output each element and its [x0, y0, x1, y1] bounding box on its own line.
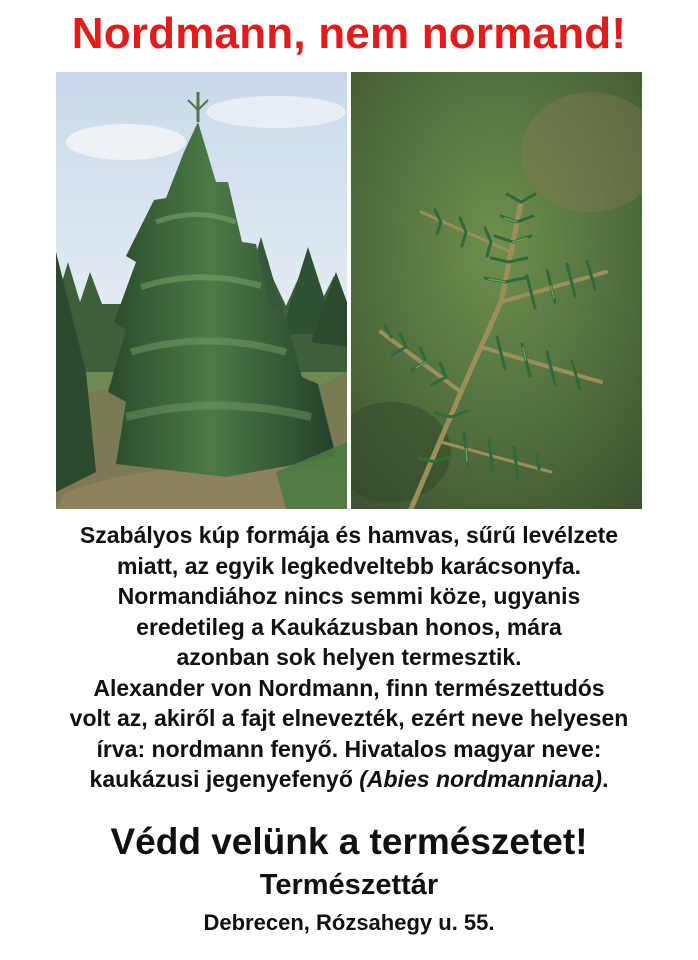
description-line: Alexander von Nordmann, finn természettudós [93, 674, 605, 701]
tree-plantation-photo [56, 72, 347, 509]
description-line: Normandiához nincs semmi köze, ugyanis [117, 583, 581, 609]
description-line: eredetileg a Kaukázusban honos, mára [136, 613, 562, 640]
description-line: miatt, az egyik legkedveltebb karácsonyfa. [116, 552, 582, 579]
description-line: volt az, akiről a fajt elnevezték, ezért neve helyesen [69, 705, 629, 731]
description-line: azonban sok helyen termesztik. [176, 644, 522, 670]
description-last-line [0, 764, 698, 795]
final-period: . [602, 766, 609, 792]
tree-plantation-illustration [56, 72, 347, 509]
address: Debrecen, Rózsahegy u. 55. [203, 910, 495, 935]
description-text [0, 520, 698, 795]
headline: Nordmann, nem normand! [71, 9, 627, 58]
description-line: írva: nordmann fenyő. Hivatalos magyar neve: [96, 735, 602, 762]
latin-name: (Abies nordmanniana) [359, 766, 603, 792]
slogan: Védd velünk a természetet! [110, 821, 588, 862]
common-name: kaukázusi jegenyefenyő [89, 766, 360, 792]
organization-name: Természettár [259, 869, 439, 901]
description-line: Szabályos kúp formája és hamvas, sűrű levélzete [79, 522, 619, 548]
fir-branch-photo [351, 72, 642, 509]
fir-branch-illustration [351, 72, 642, 509]
